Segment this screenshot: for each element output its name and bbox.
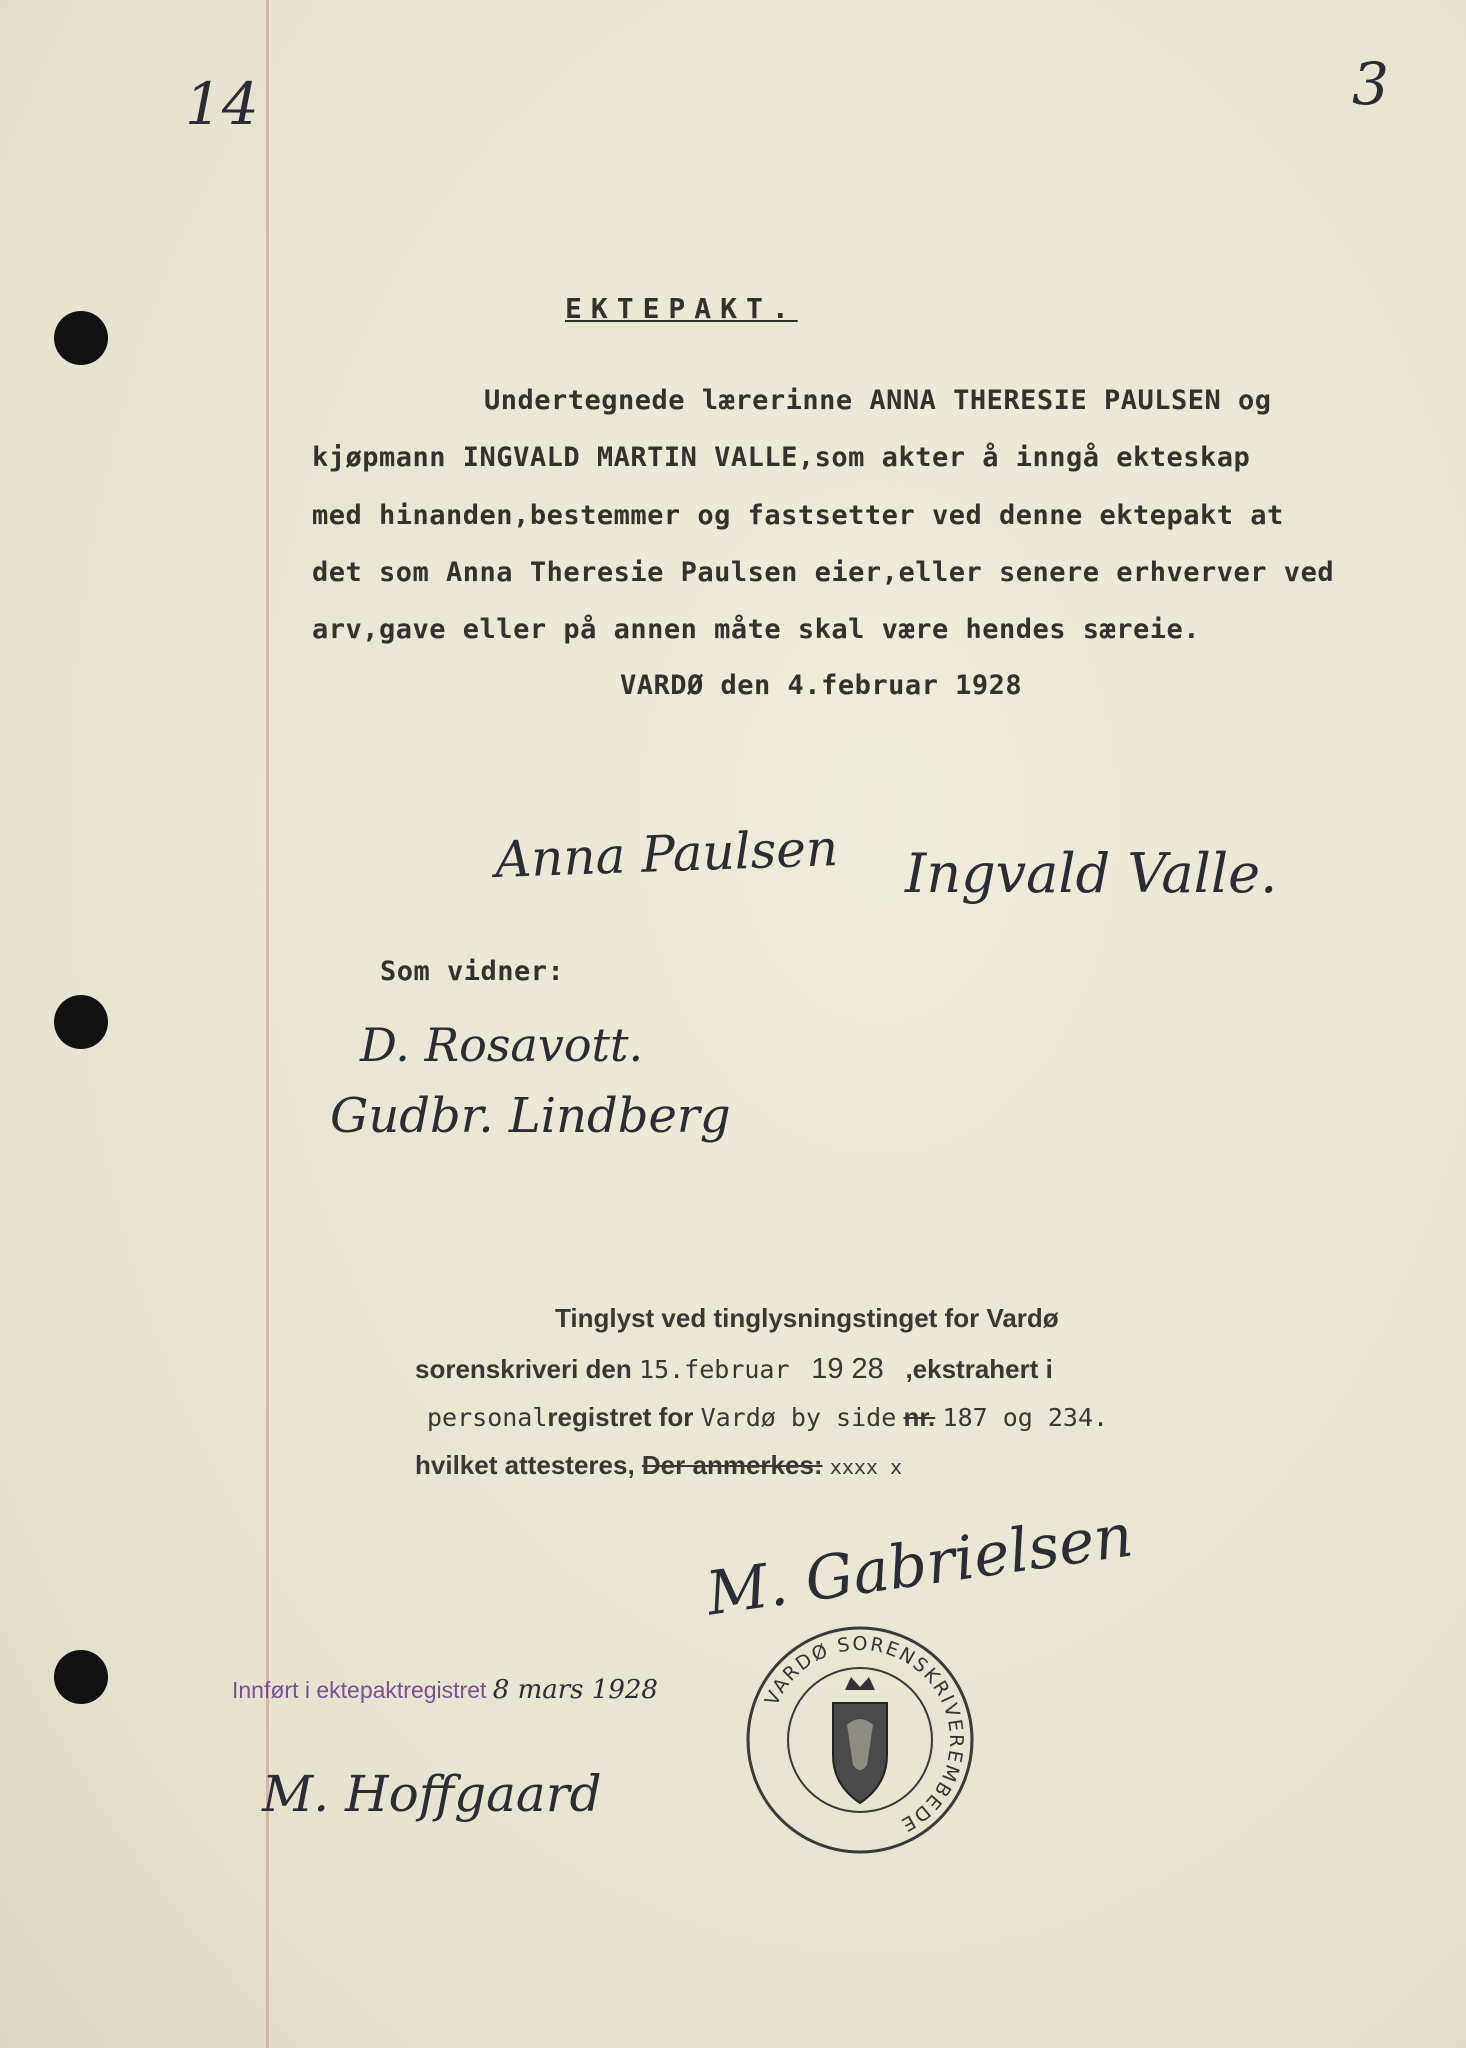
registrar-signature: M. Hoffgaard [262, 1765, 602, 1823]
registration-year: 19 28 [811, 1353, 884, 1385]
corner-number-left: 14 [185, 70, 259, 138]
punch-hole-top [54, 311, 108, 365]
registration-date: 15.februar [639, 1355, 790, 1384]
registration-line-3 [427, 1402, 1108, 1433]
date-line: VARDØ den 4.februar 1928 [620, 670, 1023, 701]
seal-text: VARDØ SORENSKRIVEREMBEDE [760, 1632, 968, 1837]
registration-line-4 [415, 1450, 902, 1481]
document-title: EKTEPAKT. [565, 292, 798, 325]
witness-signature-2: Gudbr. Lindberg [330, 1088, 731, 1144]
body-line-5: arv,gave eller på annen måte skal være hendes særeie. [312, 614, 1201, 645]
court-seal [735, 1615, 985, 1865]
registration-nr: nr. [903, 1402, 936, 1432]
ektepakt-register-date: 8 mars 1928 [492, 1675, 658, 1705]
registration-remarks-strike: xxxx x [829, 1455, 903, 1479]
registration-extract-text: ,ekstrahert i [905, 1354, 1053, 1384]
punch-hole-middle [54, 995, 108, 1049]
registration-line-1 [555, 1303, 1059, 1334]
body-line-4: det som Anna Theresie Paulsen eier,eller senere erhverver ved [312, 557, 1335, 588]
registration-pages: 187 og 234. [942, 1403, 1109, 1432]
signature-groom: Ingvald Valle. [905, 842, 1278, 905]
witness-signature-1: D. Rosavott. [360, 1018, 644, 1072]
registration-line-2 [415, 1353, 1053, 1386]
registration-personal: personal [427, 1403, 548, 1432]
clerk-signature: M. Gabrielsen [702, 1500, 1137, 1630]
registration-attest-text: hvilket attesteres, [415, 1450, 635, 1480]
body-line-2: kjøpmann INGVALD MARTIN VALLE,som akter å inngå ekteskap [312, 442, 1251, 473]
body-line-3: med hinanden,bestemmer og fastsetter ved denne ektepakt at [312, 500, 1284, 531]
ektepakt-register-stamp [232, 1675, 658, 1705]
ektepakt-register-label: Innført i ektepaktregistret [232, 1677, 487, 1703]
registration-place: Vardø by side [700, 1403, 897, 1432]
margin-line [266, 0, 269, 2048]
body-line-1: Undertegnede lærerinne ANNA THERESIE PAULSEN og [484, 385, 1272, 416]
signature-bride: Anna Paulsen [494, 819, 839, 889]
punch-hole-bottom [54, 1650, 108, 1704]
corner-number-right: 3 [1352, 50, 1389, 118]
registration-line-1-text: Tinglyst ved tinglysningstinget for Vardø [555, 1303, 1059, 1333]
witness-label: Som vidner: [380, 956, 565, 987]
crown-icon [845, 1677, 875, 1690]
registration-court-text: sorenskriveri den [415, 1354, 632, 1384]
registration-remarks-text: Der anmerkes: [641, 1450, 823, 1480]
registration-register-for: registret for [547, 1402, 694, 1432]
